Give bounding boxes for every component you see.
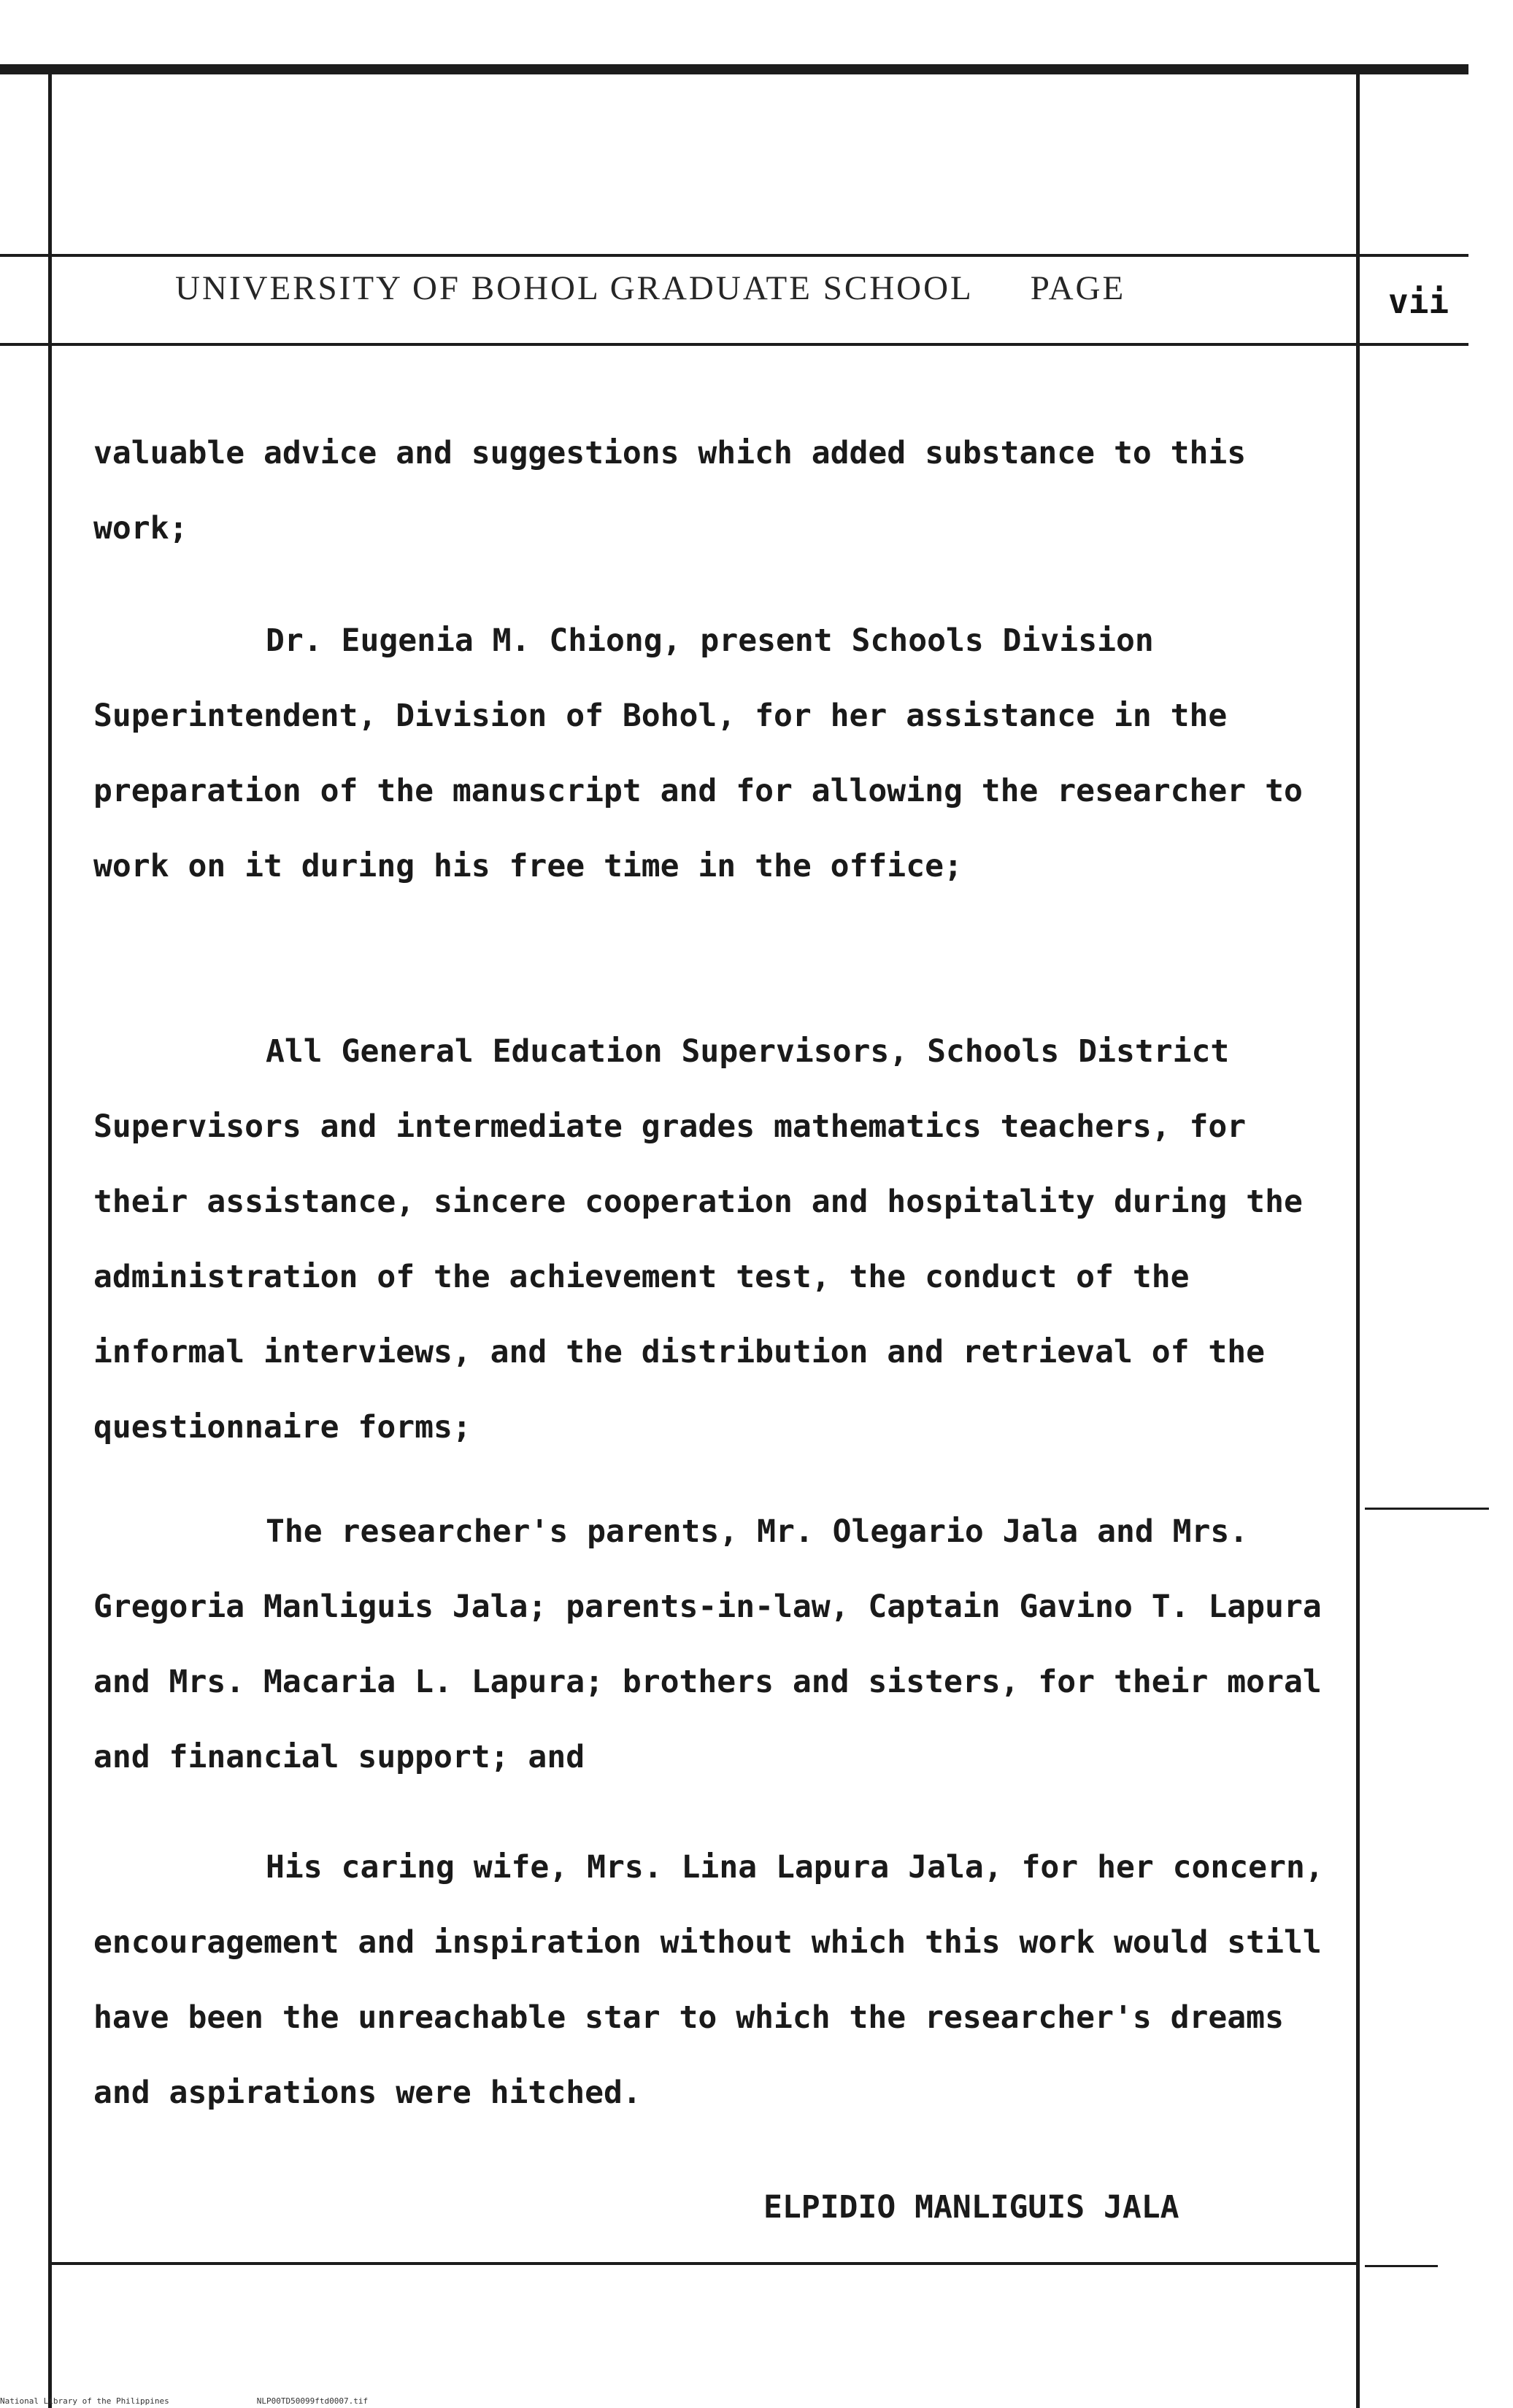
paragraph-chiong: Dr. Eugenia M. Chiong, present Schools Division Superintendent, Division of Bohol, for her assistance in the preparation of the manuscript and for allowing the researcher to work on it during his free time in the office; (93, 622, 1303, 884)
header-underline (0, 343, 1468, 346)
header-divider-line (0, 254, 1468, 257)
footer-divider-line (48, 2262, 1360, 2265)
paragraph-continuation: valuable advice and suggestions which added substance to this work; (93, 435, 1247, 547)
footer-source: National Library of the Philippines (0, 2396, 169, 2406)
page-number: vii (1388, 282, 1450, 321)
scan-footer (0, 2396, 455, 2406)
page-header-title: UNIVERSITY OF BOHOL GRADUATE SCHOOL PAGE (175, 269, 1126, 307)
margin-tick-line (1365, 1508, 1489, 1510)
paragraph-wife: His caring wife, Mrs. Lina Lapura Jala, for her concern, encouragement and inspiration without which this work would still have been the unreachable star to which the researcher's dreams and aspirations were hitched. (93, 1849, 1324, 2111)
page-label: PAGE (1030, 269, 1126, 307)
top-border-line (0, 64, 1468, 74)
paragraph-supervisors: All General Education Supervisors, Schools District Supervisors and intermediate grades mathematics teachers, for their assistance, sincere cooperation and hospitality during the administration of the achievement test, the conduct of the informal interviews, and the distribution and retrieval of the questionnaire forms; (93, 1033, 1303, 1446)
footer-file: NLP00TD50099ftd0007.tif (256, 2396, 369, 2406)
footer-margin-line (1365, 2265, 1438, 2267)
right-frame-line (1356, 70, 1360, 2408)
paragraph-parents: The researcher's parents, Mr. Olegario Jala and Mrs. Gregoria Manliguis Jala; parents-in-law, Captain Gavino T. Lapura and Mrs. Macaria L. Lapura; brothers and sisters, for their moral and financial support; and (93, 1513, 1322, 1775)
author-signature: ELPIDIO MANLIGUIS JALA (763, 2189, 1179, 2226)
left-frame-line (48, 70, 52, 2408)
